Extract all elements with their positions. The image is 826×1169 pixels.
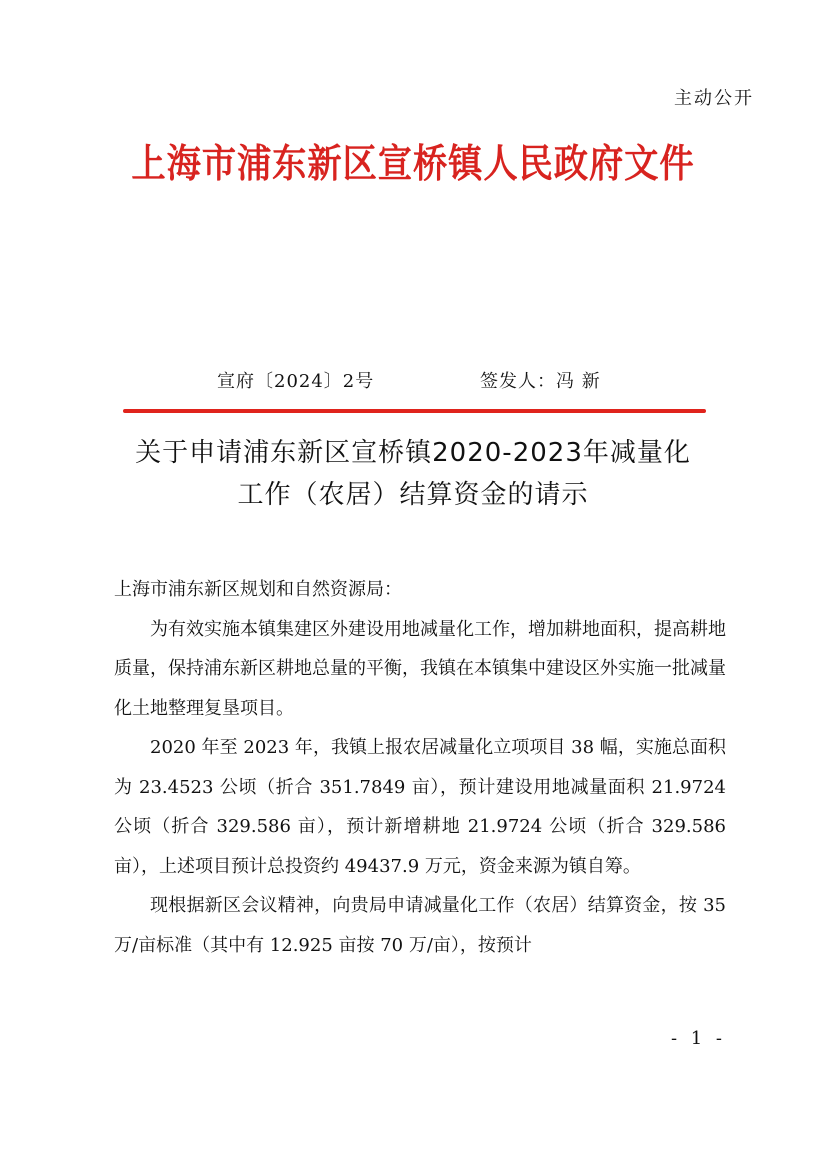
body-paragraph: 2020 年至 2023 年，我镇上报农居减量化立项项目 38 幅，实施总面积为 23.4523 公顷（折合 351.7849 亩），预计建设用地减量面积 21.9724 公顷（折合 329.586 亩），预计新增耕地 21.9724 公顷（折合 329.586 亩），上述项目预计总投资约 49437.9 万元，资金来源为镇自筹。 bbox=[114, 737, 726, 877]
document-title-line-2: 工作（农居）结算资金的请示 bbox=[237, 480, 589, 510]
body-paragraph: 现根据新区会议精神，向贵局申请减量化工作（农居）结算资金，按 35 万/亩标准（其中有 12.925 亩按 70 万/亩），按预计 bbox=[114, 895, 726, 956]
signer-label: 签发人：冯 新 bbox=[480, 371, 601, 392]
masthead-title: 上海市浦东新区宣桥镇人民政府文件 bbox=[131, 141, 695, 187]
document-title-line-1: 关于申请浦东新区宣桥镇2020-2023年减量化 bbox=[135, 438, 691, 468]
disclosure-label: 主动公开 bbox=[674, 88, 754, 109]
document-number: 宣府〔2024〕2号 bbox=[217, 371, 375, 392]
red-divider-rule bbox=[123, 409, 706, 413]
salutation: 上海市浦东新区规划和自然资源局： bbox=[114, 579, 402, 600]
body-paragraph: 为有效实施本镇集建区外建设用地减量化工作，增加耕地面积，提高耕地质量，保持浦东新区耕地总量的平衡，我镇在本镇集中建设区外实施一批减量化土地整理复垦项目。 bbox=[114, 618, 726, 719]
page-number: - 1 - bbox=[670, 1028, 726, 1049]
document-body bbox=[114, 570, 726, 965]
document-title bbox=[80, 432, 746, 516]
